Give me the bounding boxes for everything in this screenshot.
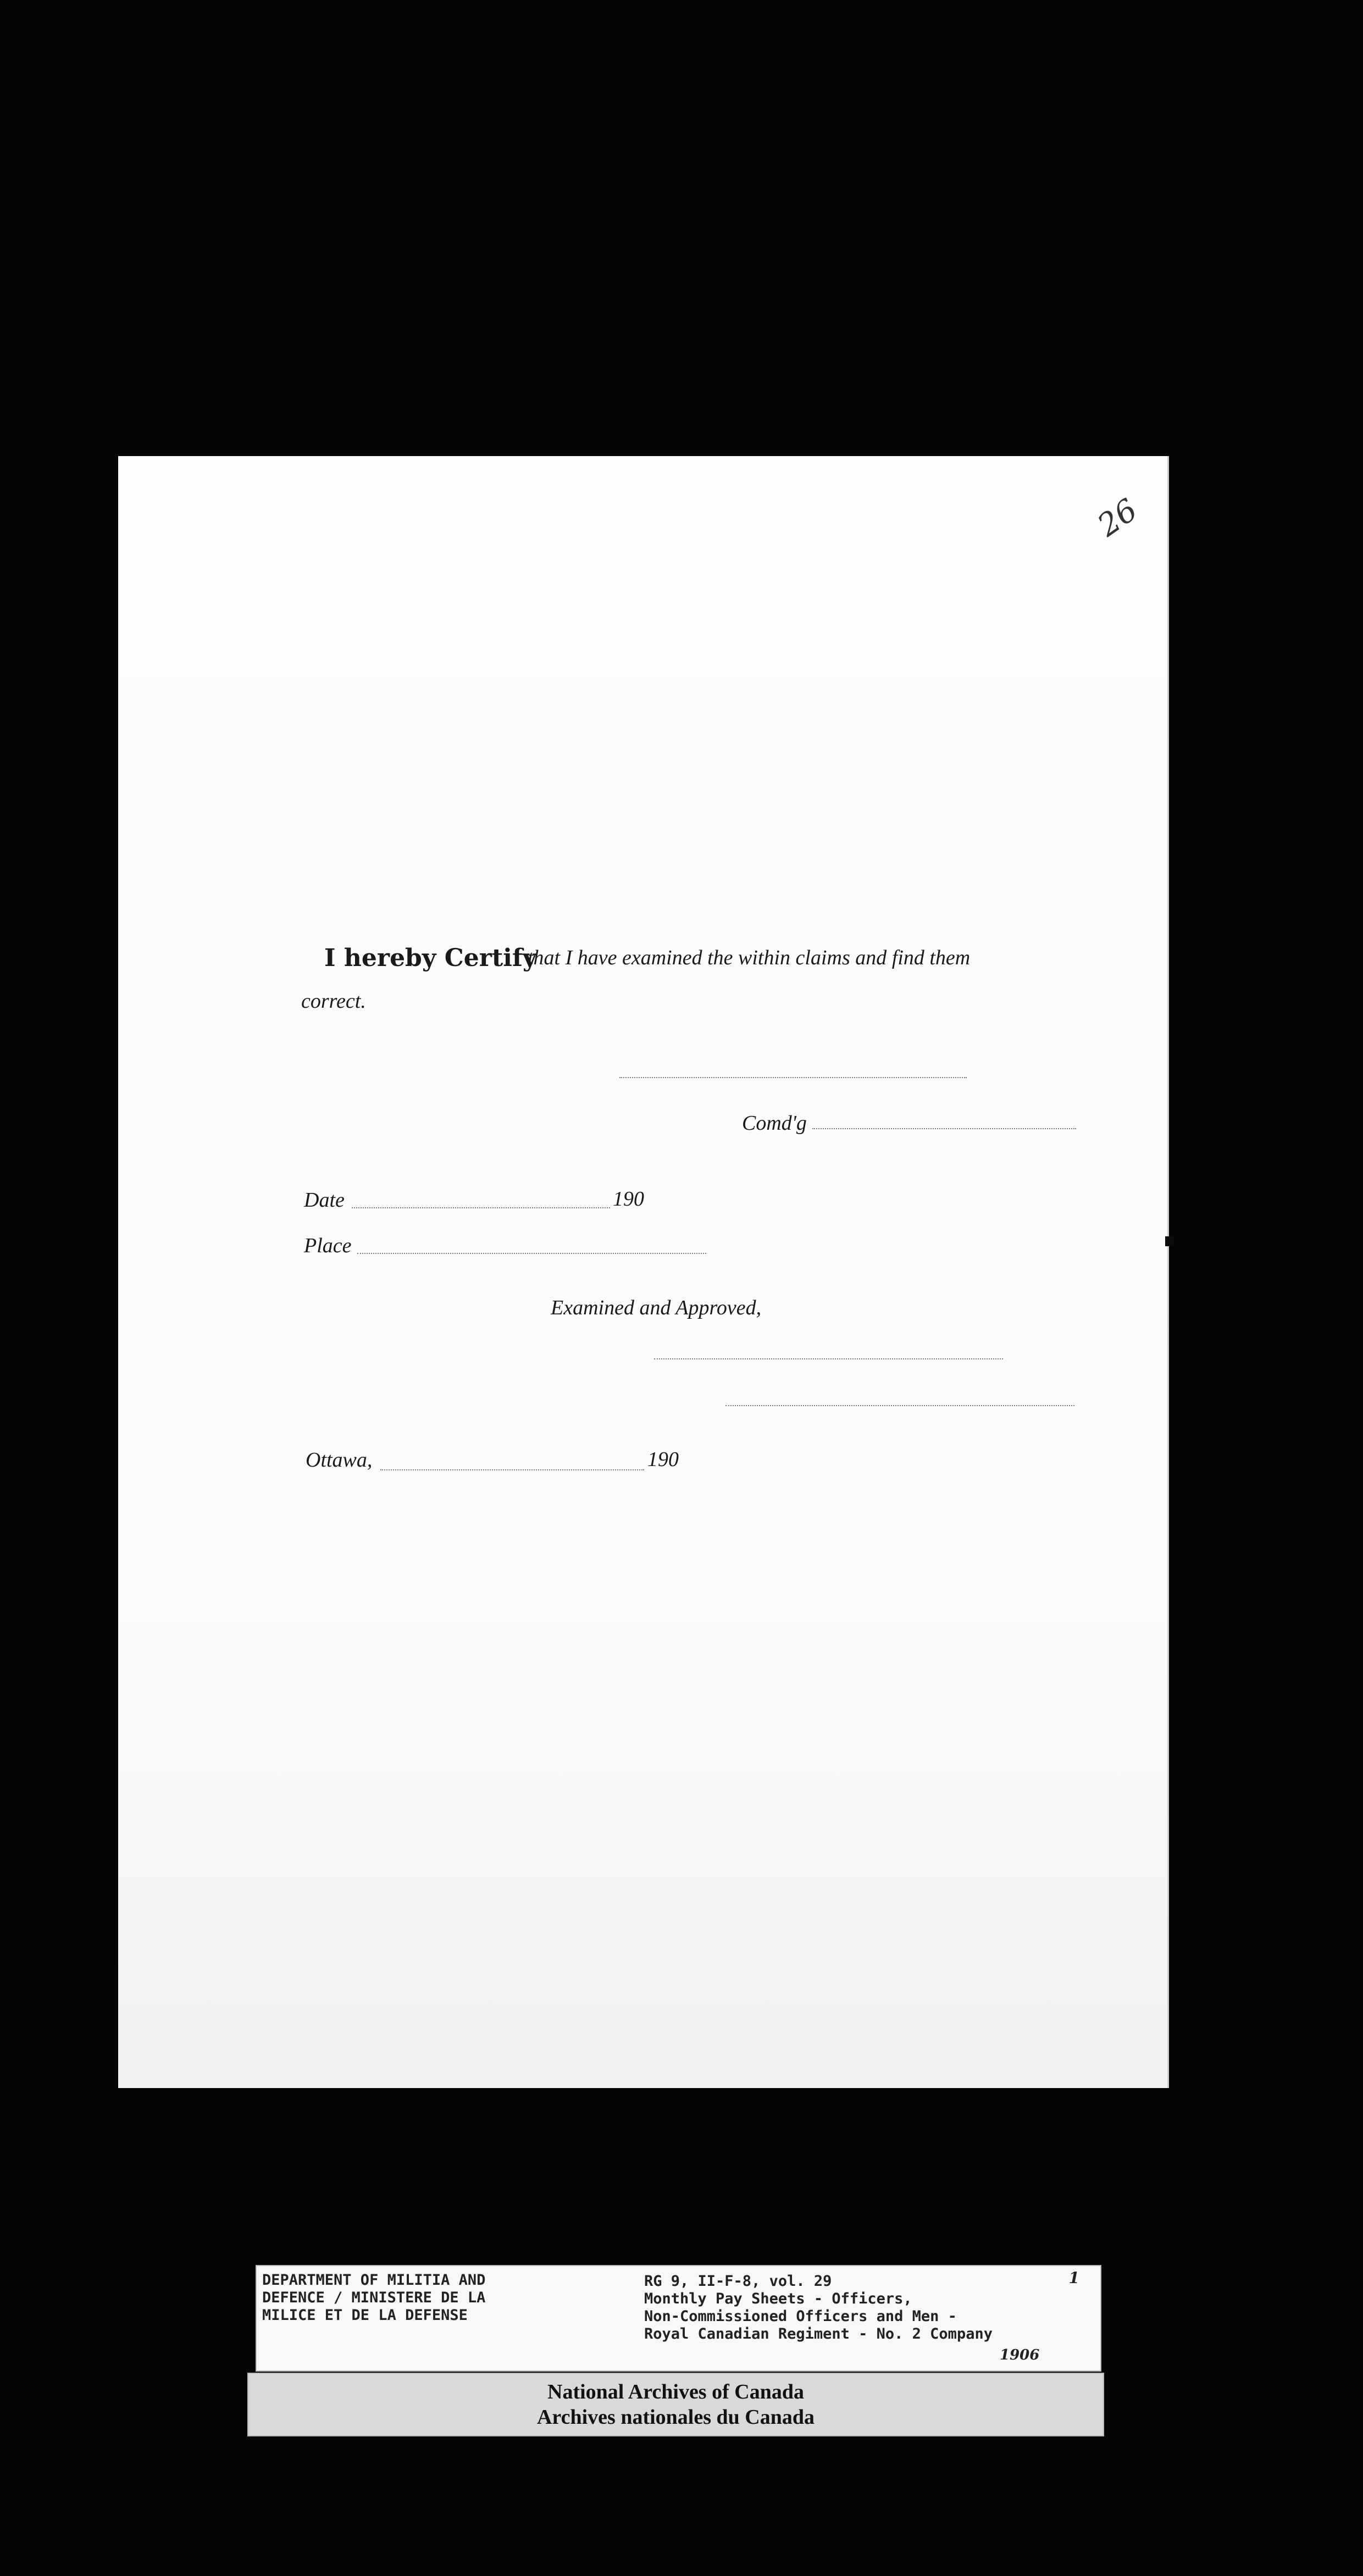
signature-line [619,1077,967,1078]
document-sheet [118,456,1169,2088]
ottawa-label: Ottawa, [306,1448,373,1472]
examined-approved-label: Examined and Approved, [551,1296,762,1319]
handwritten-mark: 1 [1068,2269,1079,2287]
approval-signature-line-1 [654,1358,1003,1359]
department-text: DEPARTMENT OF MILITIA AND DEFENCE / MINISTERE DE LA MILICE ET DE LA DEFENSE [262,2272,486,2324]
reference-text: RG 9, II-F-8, vol. 29 Monthly Pay Sheets - Officers, Non-Commissioned Officers and Men - Royal Canadian Regiment - No. 2 Company [644,2273,993,2342]
date-label: Date [304,1189,345,1212]
certify-heading: I hereby Certify [324,944,537,972]
archive-banner [247,2373,1104,2436]
page-number: 26 [1091,492,1144,544]
archive-reference-label [256,2265,1101,2372]
archive-banner-english: National Archives of Canada [547,2380,804,2403]
approval-signature-line-2 [725,1405,1074,1406]
certify-line-2: correct. [301,990,366,1013]
ottawa-date-line [380,1469,644,1470]
archive-banner-french: Archives nationales du Canada [536,2406,815,2429]
comdg-label: Comd'g [742,1112,807,1135]
place-line [357,1253,706,1254]
certify-line-1: that I have examined the within claims and find them [528,946,971,969]
handwritten-year: 1906 [1000,2347,1040,2363]
ottawa-year-prefix: 190 [647,1448,679,1471]
place-label: Place [304,1234,352,1257]
paper-fold-mark [1165,1236,1174,1246]
comdg-signature-line [812,1128,1076,1129]
date-year-prefix: 190 [613,1187,644,1211]
date-line [352,1207,610,1208]
